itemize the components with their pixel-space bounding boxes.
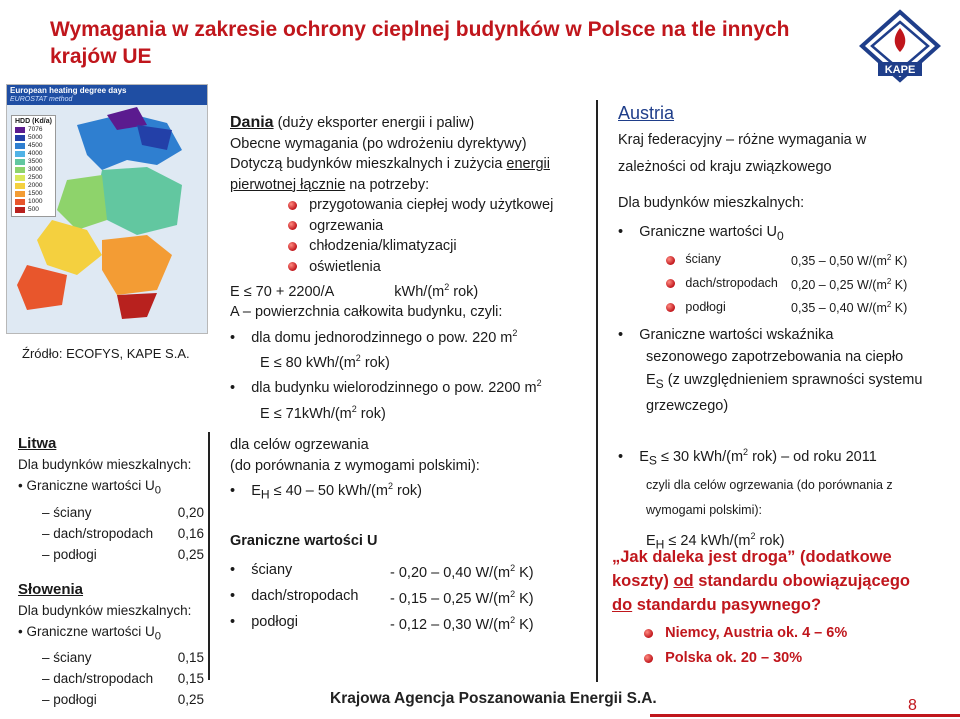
austria-wsk3 <box>646 370 953 394</box>
austria-line3: Dla budynków mieszkalnych: <box>618 195 805 211</box>
slowenia-table <box>42 647 204 710</box>
red-bullet-icon <box>666 303 675 312</box>
dania-heading: Dania <box>230 114 274 131</box>
u-row-value: - 0,20 – 0,40 W/(m <box>390 564 511 581</box>
austria-row-value: 0,35 – 0,50 W/(m <box>791 254 887 269</box>
eh-symbol: E <box>251 482 261 499</box>
legend-label: 1500 <box>28 190 43 197</box>
austria-row-value: 0,35 – 0,40 W/(m <box>791 301 887 316</box>
divider-left <box>208 432 210 680</box>
heating-line2: (do porównania z wymogami polskimi): <box>230 457 480 474</box>
eh-tail2: rok) <box>755 533 785 550</box>
es-sub: S <box>655 376 664 391</box>
map-legend-item <box>15 174 52 182</box>
austria-section <box>618 100 953 417</box>
svg-text:KAPE: KAPE <box>884 64 916 76</box>
list-item <box>288 236 595 257</box>
es-symbol2: E <box>639 448 649 465</box>
litwa-row-label: podłogi <box>53 546 97 562</box>
legend-label: 500 <box>28 206 39 213</box>
legend-label: 2500 <box>28 174 43 181</box>
legend-swatch <box>15 143 25 149</box>
legend-swatch <box>15 151 25 157</box>
list-item <box>644 621 957 646</box>
u-row-value: - 0,12 – 0,30 W/(m <box>390 616 511 633</box>
list-item <box>288 257 595 278</box>
austria-line1: Kraj federacyjny – różne wymagania w <box>618 132 867 148</box>
map-legend-item <box>15 150 52 158</box>
legend-swatch <box>15 183 25 189</box>
litwa-row-label: dach/stropodach <box>53 525 154 541</box>
page-title: Wymagania w zakresie ochrony cieplnej budynków w Polsce na tle innych krajów UE <box>50 18 790 68</box>
austria-u-title: Graniczne wartości U <box>639 223 777 240</box>
need-label: przygotowania ciepłej wody użytkowej <box>309 197 554 213</box>
es-value: ≤ 30 kWh/(m <box>656 448 744 465</box>
legend-label: 1000 <box>28 198 43 205</box>
litwa-u-sub: 0 <box>154 484 162 497</box>
es-symbol: E <box>646 371 656 388</box>
legend-swatch <box>15 135 25 141</box>
map-legend-item <box>15 182 52 190</box>
question-line2a: koszty) <box>612 572 674 590</box>
dania-line2: Obecne wymagania (po wdrożeniu dyrektywy) <box>230 135 527 152</box>
question-line3b: standardu pasywnego? <box>632 596 822 614</box>
map-legend <box>11 115 56 217</box>
table-row: dach/stropodach 0,20 – 0,25 $W/(m^2$ K) <box>666 272 951 296</box>
eh-sub: H <box>260 487 270 502</box>
eh-value2: ≤ 24 kWh/(m <box>664 533 751 550</box>
house1-label: dla domu jednorodzinnego o pow. 220 m <box>251 329 513 346</box>
litwa-row-value: 0,20 <box>177 504 204 520</box>
legend-label: 3000 <box>28 166 43 173</box>
eh-sub2: H <box>655 537 665 552</box>
table-row: podłogi 0,35 – 0,40 $W/(m^2$ K) <box>666 295 951 319</box>
litwa-line2: • Graniczne wartości $U_0$ <box>18 478 162 497</box>
map-header: European heating degree days <box>7 85 207 96</box>
dania-heading-note: (duży eksporter energii i paliw) <box>273 115 475 131</box>
left-column <box>18 433 204 710</box>
question-item: Niemcy, Austria ok. 4 – 6% <box>665 625 848 641</box>
wsk-line1: Graniczne wartości wskaźnika <box>639 326 834 343</box>
slowenia-line1: Dla budynków mieszkalnych: <box>18 602 192 618</box>
red-bullet-icon <box>288 242 297 251</box>
dania-line4 <box>230 175 595 196</box>
dania-section <box>230 113 595 424</box>
dania-house2-value: $E \le 71kWh/(m^2$ rok) <box>260 403 386 422</box>
dania-line4-underlined: pierwotnej łącznie <box>230 176 346 193</box>
house2-value: E ≤ 71kWh/(m <box>260 405 352 422</box>
dania-line3-text: Dotyczą budynków mieszkalnych i zużycia <box>230 156 507 172</box>
list-item <box>288 216 595 237</box>
dania-u-title: Graniczne wartości U <box>230 533 378 550</box>
dania-eh: • $E_H \le 40 - 50$ kWh/($m^2$ rok) <box>230 481 422 502</box>
map-legend-item <box>15 206 52 214</box>
dania-line3-underlined: energii <box>506 156 550 172</box>
footer-accent-line <box>650 714 960 717</box>
page-number: 8 <box>908 697 917 714</box>
table-row: • ściany - 0,20 – 0,40 $W/(m^2$ K) <box>230 562 534 581</box>
need-label: chłodzenia/klimatyzacji <box>309 238 457 254</box>
austria-u-table <box>666 248 951 319</box>
austria-wsk2: sezonowego zapotrzebowania na ciepło <box>646 349 904 366</box>
map-legend-item <box>15 166 52 174</box>
house2-label: dla budynku wielorodzinnego o pow. 2200 m <box>251 380 537 397</box>
es-note2: wymogami polskimi): <box>646 502 762 517</box>
table-row: – dach/stropodach 0,16 <box>42 523 204 544</box>
austria-heading: Austria <box>618 103 675 123</box>
question-line2c: standardu obowiązującego <box>693 572 910 590</box>
litwa-line1: Dla budynków mieszkalnych: <box>18 457 192 472</box>
dania-needs-list <box>288 195 595 277</box>
slowenia-row-label: podłogi <box>53 692 97 708</box>
map-legend-title: HDD (Kd/a) <box>15 118 52 125</box>
question-block <box>612 545 957 671</box>
dania-a-desc: A – powierzchnia całkowita budynku, czyli: <box>230 304 503 321</box>
legend-label: 4500 <box>28 142 43 149</box>
litwa-row-value: 0,25 <box>177 546 204 562</box>
red-bullet-icon <box>288 221 297 230</box>
austria-u-sub: 0 <box>777 228 784 243</box>
red-bullet-icon <box>288 201 297 210</box>
legend-label: 2000 <box>28 182 43 189</box>
question-line1: „Jak daleka jest droga” (dodatkowe <box>612 548 892 566</box>
table-row: – ściany 0,20 <box>42 502 204 523</box>
austria-row-label: podłogi <box>685 299 726 314</box>
red-bullet-icon <box>288 262 297 271</box>
dania-line4-text: na potrzeby: <box>345 176 430 193</box>
es-sub2: S <box>648 453 657 468</box>
red-bullet-icon <box>666 279 675 288</box>
litwa-heading: Litwa <box>18 435 57 452</box>
eh-symbol2: E <box>646 533 656 550</box>
dania-house1-value: E ≤ 80 kWh/($m^2$ rok) <box>260 353 390 371</box>
austria-eh: $E_H \le 24$ kWh/($m^2$ rok) <box>646 531 785 552</box>
litwa-row-label: ściany <box>53 504 92 520</box>
kape-logo <box>850 6 950 84</box>
red-bullet-icon <box>666 256 675 265</box>
question-line3 <box>612 593 957 617</box>
house1-value: E ≤ 80 kWh/(m <box>260 354 356 371</box>
formula-main: E ≤ 70 + 2200/A <box>230 283 335 300</box>
austria-wsk1: • Graniczne wartości wskaźnika <box>618 326 834 343</box>
question-line2b: od <box>673 572 694 590</box>
legend-swatch <box>15 175 25 181</box>
legend-swatch <box>15 159 25 165</box>
slowenia-row-value: 0,25 <box>177 692 204 708</box>
dania-house1: • dla domu jednorodzinnego o pow. 220 $m^2$ <box>230 327 518 346</box>
wsk-line3: (z uwzględnieniem sprawności systemu <box>663 371 923 388</box>
table-row: • podłogi - 0,12 – 0,30 $W/(m^2$ K) <box>230 614 534 633</box>
table-row: • dach/stropodach - 0,15 – 0,25 $W/(m^2$ K) <box>230 588 534 607</box>
map-legend-item <box>15 126 52 134</box>
austria-values <box>618 442 953 555</box>
es-tail: rok) – od roku 2011 <box>748 448 877 465</box>
divider-right <box>596 100 598 682</box>
legend-label: 4000 <box>28 150 43 157</box>
slowenia-heading: Słowenia <box>18 580 84 598</box>
table-row: – dach/stropodach 0,15 <box>42 668 204 689</box>
need-label: ogrzewania <box>309 217 384 234</box>
question-items <box>644 621 957 671</box>
litwa-u-label: Graniczne wartości U <box>26 478 155 493</box>
list-item <box>288 195 595 216</box>
map-legend-item <box>15 190 52 198</box>
u-row-value: - 0,15 – 0,25 W/(m <box>390 590 511 607</box>
u-row-label: podłogi <box>251 614 298 631</box>
dania-house2: • dla budynku wielorodzinnego o pow. 2200 $m^2$ <box>230 378 542 397</box>
table-row: – podłogi 0,25 <box>42 689 204 710</box>
table-row: – ściany 0,15 <box>42 647 204 668</box>
table-row: ściany 0,35 – 0,50 $W/(m^2$ K) <box>666 248 951 272</box>
slowenia-row-label: ściany <box>53 650 92 666</box>
legend-swatch <box>15 167 25 173</box>
legend-label: 5000 <box>28 134 43 141</box>
slowenia-row-value: 0,15 <box>177 671 204 687</box>
austria-es: • $E_S \le 30$ kWh/($m^2$ rok) – od roku 2011 <box>618 447 877 468</box>
question-item: Polska ok. 20 – 30% <box>665 650 803 666</box>
legend-swatch <box>15 207 25 213</box>
litwa-row-value: 0,16 <box>177 525 204 541</box>
dania-heading-line <box>230 113 595 134</box>
austria-line2: zależności od kraju związkowego <box>618 158 832 175</box>
dania-line3 <box>230 154 595 175</box>
question-line3a: do <box>612 596 633 614</box>
formula-unit: kWh/(m <box>394 283 445 300</box>
legend-swatch <box>15 199 25 205</box>
red-bullet-icon <box>644 654 653 663</box>
austria-u-title-line: • Graniczne wartości $U_0$ <box>618 223 784 243</box>
legend-label: 3500 <box>28 158 43 165</box>
eh-value: ≤ 40 – 50 kWh/(m <box>269 482 388 499</box>
slowenia-row-label: dach/stropodach <box>53 671 154 687</box>
map-legend-item <box>15 198 52 206</box>
slowenia-row-value: 0,15 <box>177 650 204 666</box>
dania-u-table <box>230 558 560 636</box>
heating-degree-days-map <box>6 84 208 334</box>
map-subheader: EUROSTAT method <box>7 96 207 105</box>
dania-formula: E ≤ 70 + 2200/A kWh/($m^2$ rok) <box>230 282 479 300</box>
map-legend-item <box>15 158 52 166</box>
heating-line1: dla celów ogrzewania <box>230 437 369 453</box>
u-row-label: ściany <box>251 562 293 579</box>
dania-heating-section <box>230 435 595 636</box>
table-row: – podłogi 0,25 <box>42 544 204 565</box>
austria-row-label: ściany <box>685 252 721 267</box>
legend-swatch <box>15 127 25 133</box>
list-item <box>644 646 957 671</box>
u-row-label: dach/stropodach <box>251 588 359 605</box>
austria-row-value: 0,20 – 0,25 W/(m <box>791 277 887 292</box>
question-line2 <box>612 569 957 593</box>
legend-swatch <box>15 191 25 197</box>
footer-organization: Krajowa Agencja Poszanowania Energii S.A. <box>330 690 657 707</box>
es-note1: czyli dla celów ogrzewania (do porównania z <box>646 478 893 493</box>
need-label: oświetlenia <box>309 258 381 275</box>
austria-row-label: dach/stropodach <box>685 276 778 291</box>
red-bullet-icon <box>644 629 653 638</box>
source-caption: Źródło: ECOFYS, KAPE S.A. <box>22 346 190 361</box>
slowenia-u-label: Graniczne wartości U <box>26 623 155 639</box>
litwa-table <box>42 502 204 565</box>
formula-unit-tail: rok) <box>449 283 479 300</box>
map-legend-item <box>15 142 52 150</box>
legend-label: 7076 <box>28 126 43 133</box>
map-legend-item <box>15 134 52 142</box>
slowenia-u-sub: 0 <box>154 630 162 643</box>
slowenia-line2: • Graniczne wartości $U_0$ <box>18 623 162 643</box>
map-legend-items <box>15 126 52 214</box>
austria-wsk4: grzewczego) <box>646 398 729 415</box>
